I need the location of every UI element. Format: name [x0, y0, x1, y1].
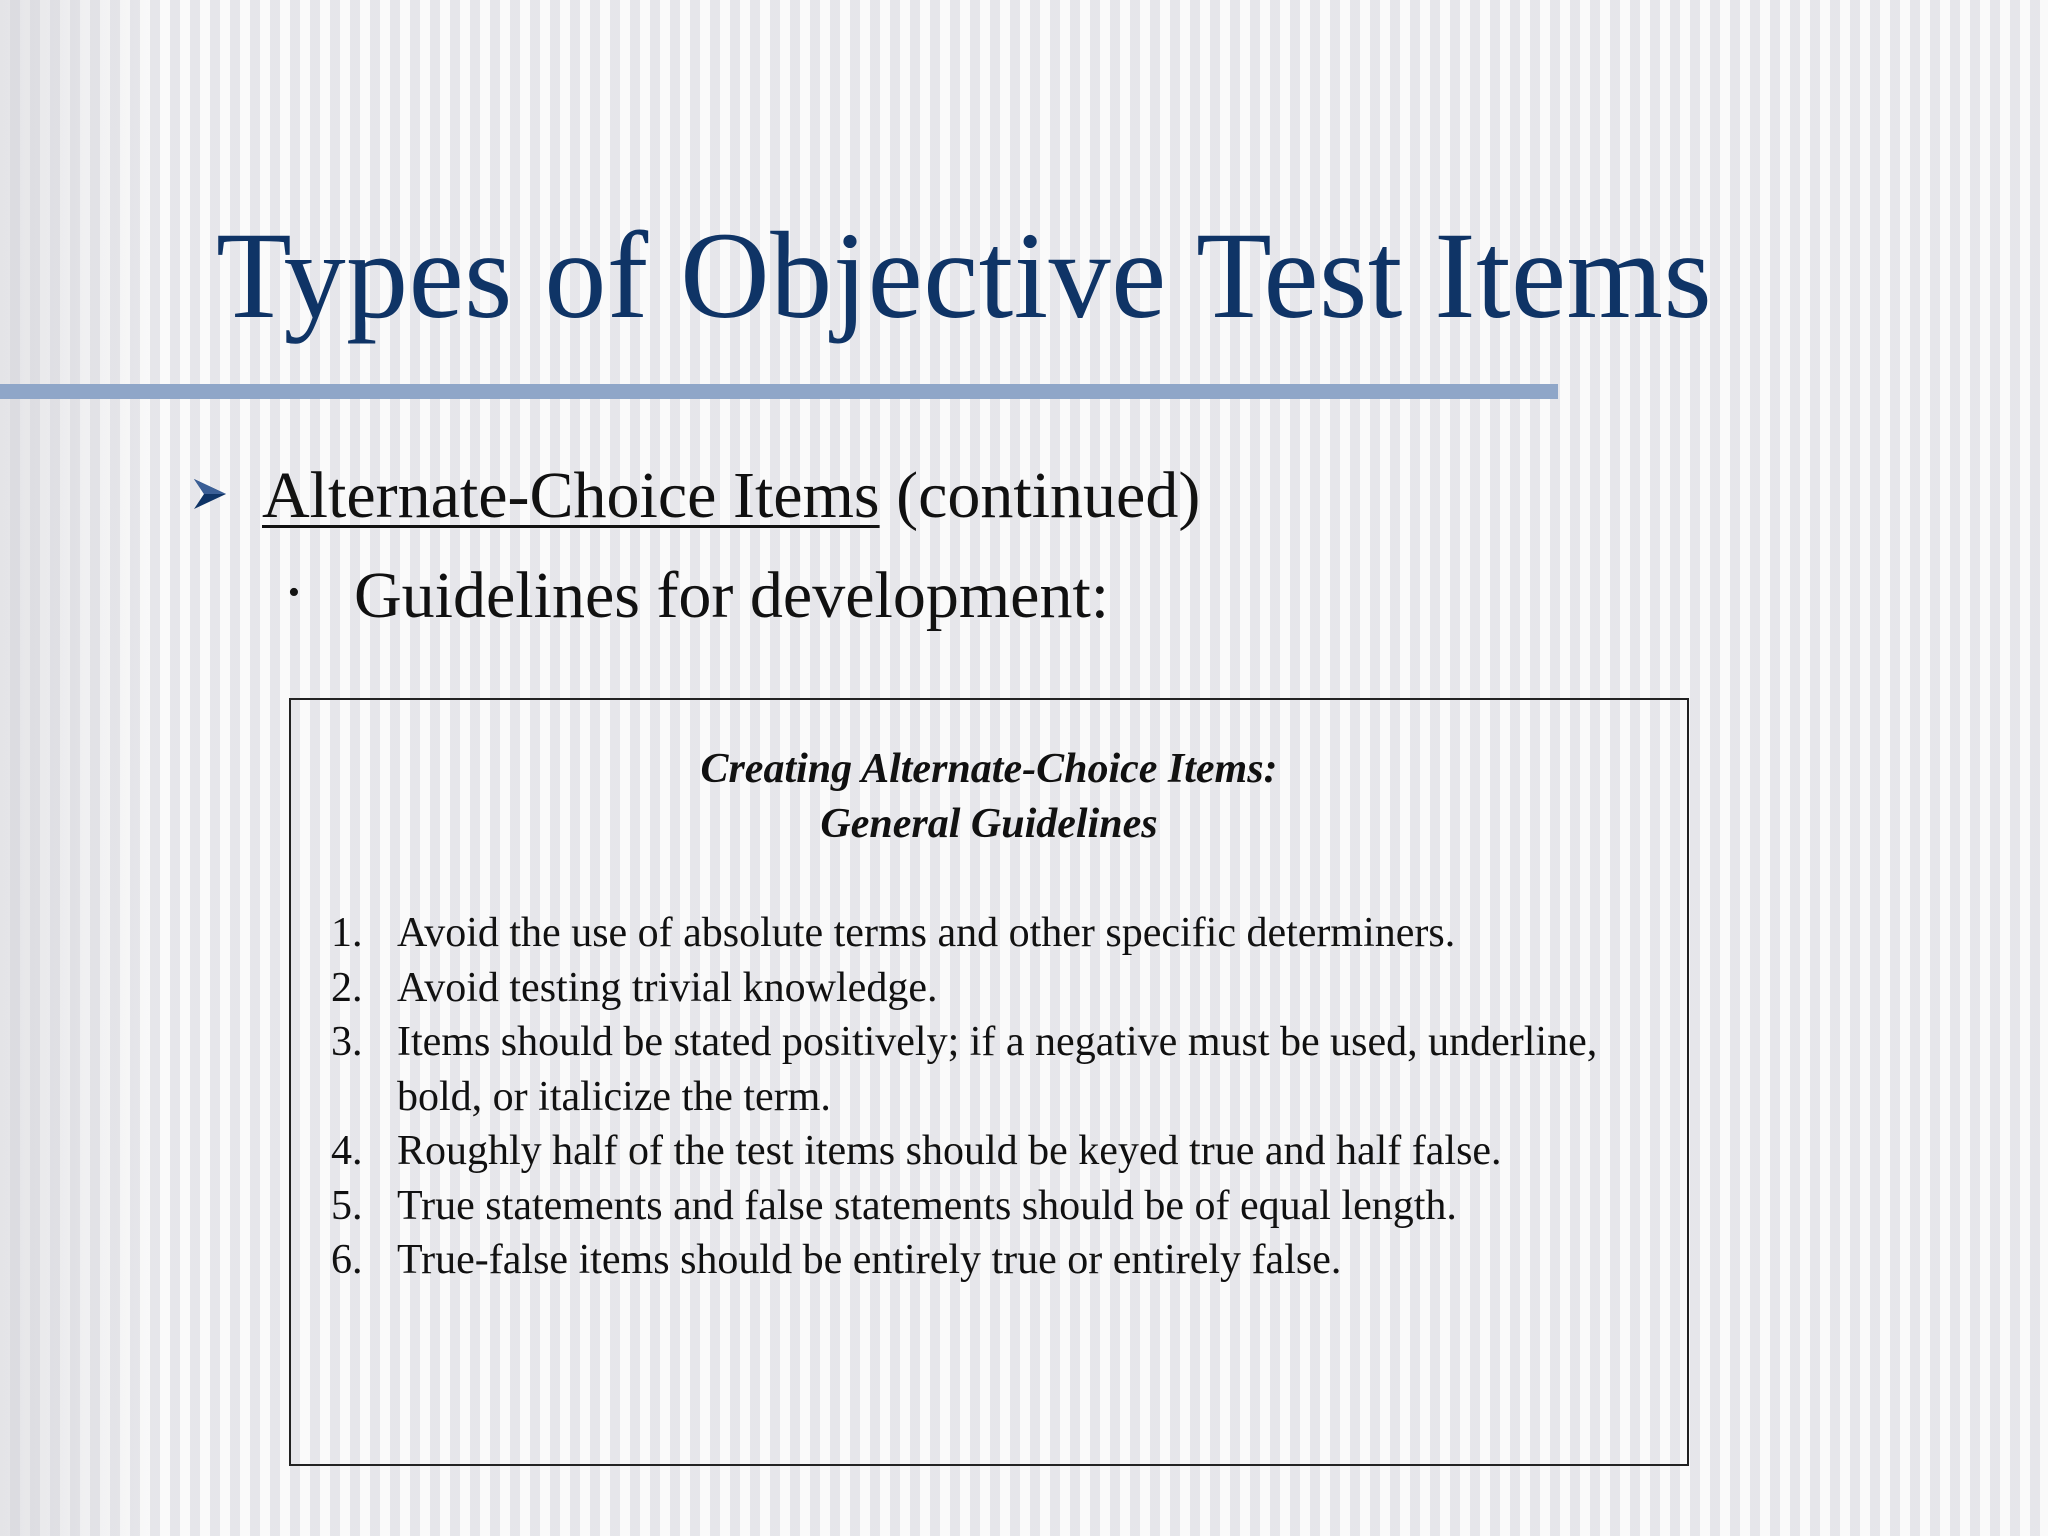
item-text: Roughly half of the test items should be keyed true and half false.	[397, 1128, 1502, 1174]
guidelines-label: Guidelines for development:	[354, 559, 1110, 632]
item-number: 5.	[331, 1182, 363, 1229]
item-text: True-false items should be entirely true or entirely false.	[397, 1237, 1342, 1283]
continued-label: (continued)	[879, 459, 1201, 532]
item-number: 4.	[331, 1128, 363, 1174]
box-heading-line1: Creating Alternate-Choice Items:	[700, 746, 1278, 792]
item-number: 6.	[331, 1237, 363, 1283]
item-number: 3.	[331, 1019, 363, 1065]
slide-title: Types of Objective Test Items	[216, 207, 1713, 344]
alternate-choice-heading: Alternate-Choice Items	[262, 459, 880, 532]
item-text: Avoid testing trivial knowledge.	[397, 964, 938, 1011]
title-divider	[0, 384, 1558, 399]
bullet-alternate-choice	[192, 460, 1200, 533]
bullet-guidelines	[288, 560, 1109, 633]
list-item	[331, 1233, 1671, 1288]
item-text: Items should be stated positively; if a negative must be used, underline, bold, or italicize the term.	[397, 1019, 1598, 1120]
item-number: 2.	[331, 964, 363, 1011]
dot-bullet-icon: •	[288, 574, 300, 611]
list-item	[331, 1179, 1671, 1234]
box-heading	[291, 742, 1687, 852]
list-item	[331, 906, 1671, 961]
arrow-bullet-icon	[192, 454, 236, 527]
list-item	[331, 1124, 1671, 1179]
guidelines-list	[331, 906, 1671, 1288]
item-number: 1.	[331, 910, 363, 956]
item-text: True statements and false statements should be of equal length.	[397, 1182, 1457, 1229]
list-item	[331, 1015, 1671, 1124]
guidelines-box	[289, 698, 1689, 1466]
box-heading-line2: General Guidelines	[820, 801, 1158, 847]
list-item	[331, 961, 1671, 1016]
item-text: Avoid the use of absolute terms and other specific determiners.	[397, 910, 1456, 956]
